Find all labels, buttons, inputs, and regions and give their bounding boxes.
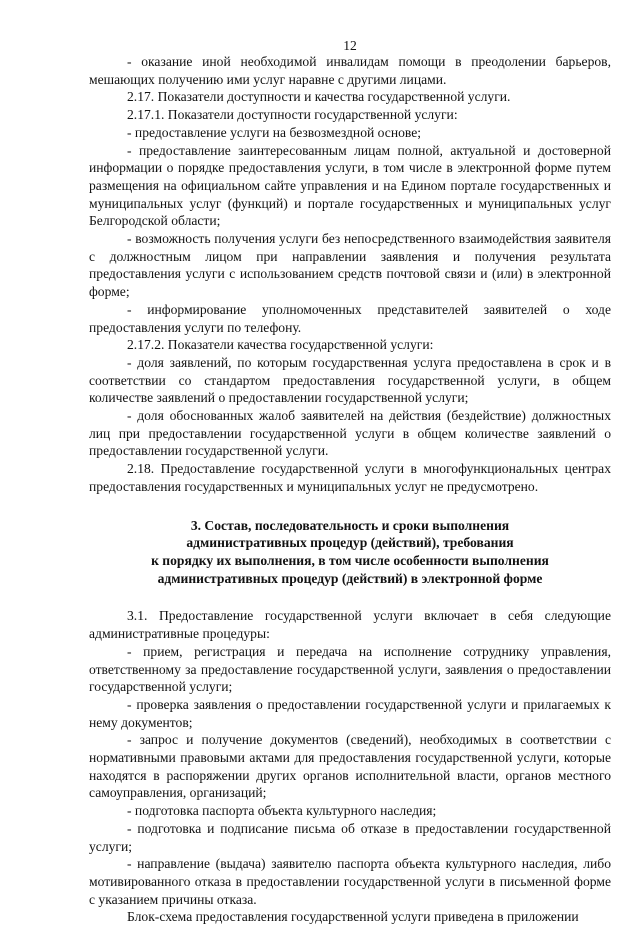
paragraph: 2.18. Предоставление государственной услуги в многофункциональных центрах предоставления государственных и муниципальных услуг не предусмотрено. (89, 461, 611, 494)
section-heading-line: административных процедур (действий) в электронной форме (157, 570, 543, 586)
paragraph: - возможность получения услуги без непосредственного взаимодействия заявителя с должностным лицом при направлении заявления и получения результата предоставления услуги с использованием средств почтовой связи и (или) в электронной форме; (89, 231, 611, 300)
paragraph: - прием, регистрация и передача на исполнение сотруднику управления, ответственному за предоставление государственной услуги, заявления о предоставлении государственной услуги; (89, 643, 611, 695)
paragraph: - проверка заявления о предоставлении государственной услуги и прилагаемых к нему документов; (89, 696, 611, 730)
document-body (89, 53, 611, 926)
paragraph: - информирование уполномоченных представителей заявителей о ходе предоставления услуги по телефону. (89, 301, 611, 335)
paragraph: 3.1. Предоставление государственной услуги включает в себя следующие административные процедуры: (89, 608, 611, 642)
section-heading-line: 3. Состав, последовательность и сроки выполнения (190, 517, 510, 533)
paragraph: - оказание иной необходимой инвалидам помощи в преодолении барьеров, мешающих получению ими услуг наравне с другими лицами. (89, 54, 611, 87)
section-heading-line: к порядку их выполнения, в том числе особенности выполнения (151, 552, 549, 568)
section-heading-line: административных процедур (действий), требования (186, 535, 514, 551)
paragraph: - направление (выдача) заявителю паспорта объекта культурного наследия, либо мотивированного отказа в предоставлении государственной услуги в письменной форме с указанием причины отказа. (89, 856, 611, 907)
paragraph: 2.17.2. Показатели качества государственной услуги: (127, 337, 434, 353)
paragraph: 2.17. Показатели доступности и качества государственной услуги. (127, 89, 511, 105)
paragraph: - запрос и получение документов (сведений), необходимых в соответствии с нормативными правовыми актами для предоставления государственной услуги, которые находятся в распоряжении других органов исполнительной власти, органов местного самоуправления, организаций; (89, 732, 611, 801)
paragraph: 2.17.1. Показатели доступности государственной услуги: (127, 107, 458, 123)
paragraph: - подготовка паспорта объекта культурного наследия; (127, 803, 437, 819)
paragraph: - подготовка и подписание письма об отказе в предоставлении государственной услуги; (89, 820, 611, 854)
paragraph: - доля обоснованных жалоб заявителей на действия (бездействие) должностных лиц при предоставлении государственной услуги в общем количестве заявлений о предоставлении государственной услуги. (89, 408, 611, 459)
section-heading (89, 517, 611, 588)
paragraph: Блок-схема предоставления государственной услуги приведена в приложении (127, 909, 579, 925)
paragraph: - доля заявлений, по которым государственная услуга предоставлена в срок и в соответствии со стандартом предоставления государственной услуги, в общем количестве заявлений о предоставлении государственной услуги; (89, 354, 611, 406)
paragraph: - предоставление заинтересованным лицам полной, актуальной и достоверной информации о порядке предоставления услуги, в том числе в электронной форме путем размещения на официальном сайте управления и на Едином портале государственных и муниципальных услуг (функций) и портале государственных и муниципальных услуг Белгородской области; (89, 142, 611, 229)
page-number: 12 (343, 38, 357, 53)
paragraph: - предоставление услуги на безвозмездной основе; (127, 124, 422, 140)
